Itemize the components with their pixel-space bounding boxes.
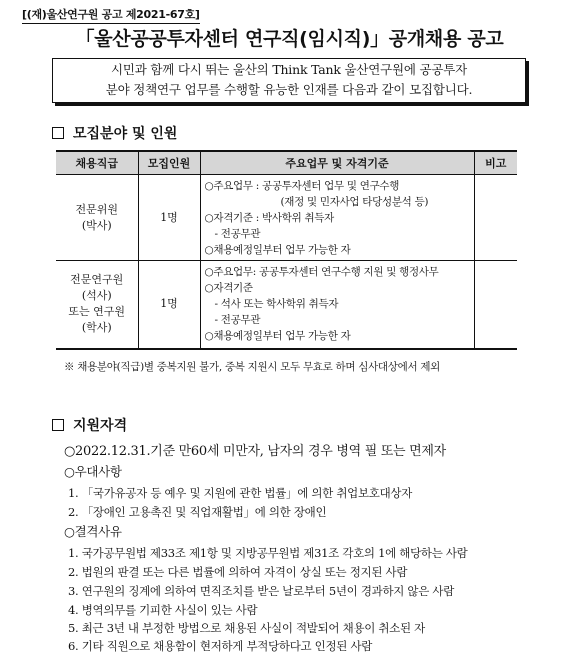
notice-number: [(재)울산연구원 공고 제2021-67호] [22, 8, 200, 21]
header-note: 비고 [474, 151, 517, 175]
table-footnote: ※ 채용분야(직급)별 중복지원 불가, 중복 지원시 모두 무효로 하며 심사대상에서 제외 [64, 361, 441, 373]
note-cell [474, 261, 517, 349]
header-duties: 주요업무 및 자격기준 [200, 151, 474, 175]
header-position: 채용직급 [56, 151, 138, 175]
disqualification-item: 4. 병역의무를 기피한 사실이 있는 사람 [68, 603, 258, 617]
intro-line-2: 분야 정책연구 업무를 수행할 유능한 인재를 다음과 같이 모집합니다. [105, 82, 473, 97]
duties-cell [200, 261, 474, 349]
position-cell [56, 261, 138, 349]
duty-line: ○주요업무: 공공투자센터 연구수행 지원 및 행정사무 [204, 266, 439, 279]
header-count: 모집인원 [138, 151, 200, 175]
intro-line-1: 시민과 함께 다시 뛰는 울산의 Think Tank 울산연구원에 공공투자 [110, 62, 468, 77]
duty-line: ○채용예정일부터 업무 가능한 자 [204, 330, 351, 343]
table-header-row [56, 151, 517, 175]
disqualification-item: 6. 기타 직원으로 채용함이 현저하게 부적당하다고 인정된 사람 [68, 639, 373, 653]
position-cell [56, 175, 138, 261]
count-cell: 1명 [138, 261, 200, 349]
duty-line: ○주요업무 : 공공투자센터 업무 및 연구수행 [204, 179, 400, 192]
disqualification-item: 3. 연구원의 징계에 의하여 면직조치를 받은 날로부터 5년이 경과하지 않은 사람 [68, 584, 455, 598]
square-bullet-icon [52, 127, 64, 139]
section-eligibility-heading [52, 415, 127, 435]
duty-line: - 전공무관 [214, 227, 261, 240]
disqualification-item: 2. 법원의 판결 또는 다른 법률에 의하여 자격이 상실 또는 정지된 사람 [68, 565, 408, 579]
duty-line: ○자격기준 [204, 282, 253, 295]
age-requirement: ○2022.12.31.기준 만60세 미만자, 남자의 경우 병역 필 또는 면제자 [64, 444, 446, 459]
section-recruitment-heading [52, 123, 177, 143]
disqualification-title: ○결격사유 [64, 524, 122, 539]
position-line: (학사) [81, 321, 112, 335]
position-line: 또는 연구원 [68, 305, 126, 319]
position-line: (박사) [81, 218, 112, 232]
section-eligibility-title: 지원자격 [73, 418, 128, 434]
position-line: (석사) [81, 289, 112, 303]
disqualification-item: 1. 국가공무원법 제33조 제1항 및 지방공무원법 제31조 각호의 1에 해당하는 사람 [68, 546, 468, 560]
position-line: 전문위원 [75, 202, 118, 216]
intro-box [52, 58, 526, 103]
preference-title: ○우대사항 [64, 464, 122, 479]
duty-line: - 전공무관 [214, 314, 261, 327]
duty-line: ○자격기준 : 박사학위 취득자 [204, 211, 334, 224]
table-row [56, 175, 517, 261]
disqualification-item: 5. 최근 3년 내 부정한 방법으로 채용된 사실이 적발되어 채용이 취소된 자 [68, 621, 425, 635]
duty-line: ○채용예정일부터 업무 가능한 자 [204, 243, 351, 256]
page-title: 「울산공공투자센터 연구직(임시직)」공개채용 공고 [75, 28, 504, 50]
table-row [56, 261, 517, 349]
position-line: 전문연구원 [70, 273, 124, 287]
section-recruitment-title: 모집분야 및 인원 [73, 126, 178, 142]
preference-item: 1. 「국가유공자 등 예우 및 지원에 관한 법률」에 의한 취업보호대상자 [68, 486, 413, 500]
count-cell: 1명 [138, 175, 200, 261]
recruitment-table [56, 150, 517, 350]
duties-cell [200, 175, 474, 261]
note-cell [474, 175, 517, 261]
duty-line: - 석사 또는 학사학위 취득자 [214, 298, 339, 311]
square-bullet-icon [52, 419, 64, 431]
preference-item: 2. 「장애인 고용촉진 및 직업재활법」에 의한 장애인 [68, 505, 327, 519]
duty-line: (재정 및 민자사업 타당성분석 등) [280, 195, 429, 208]
